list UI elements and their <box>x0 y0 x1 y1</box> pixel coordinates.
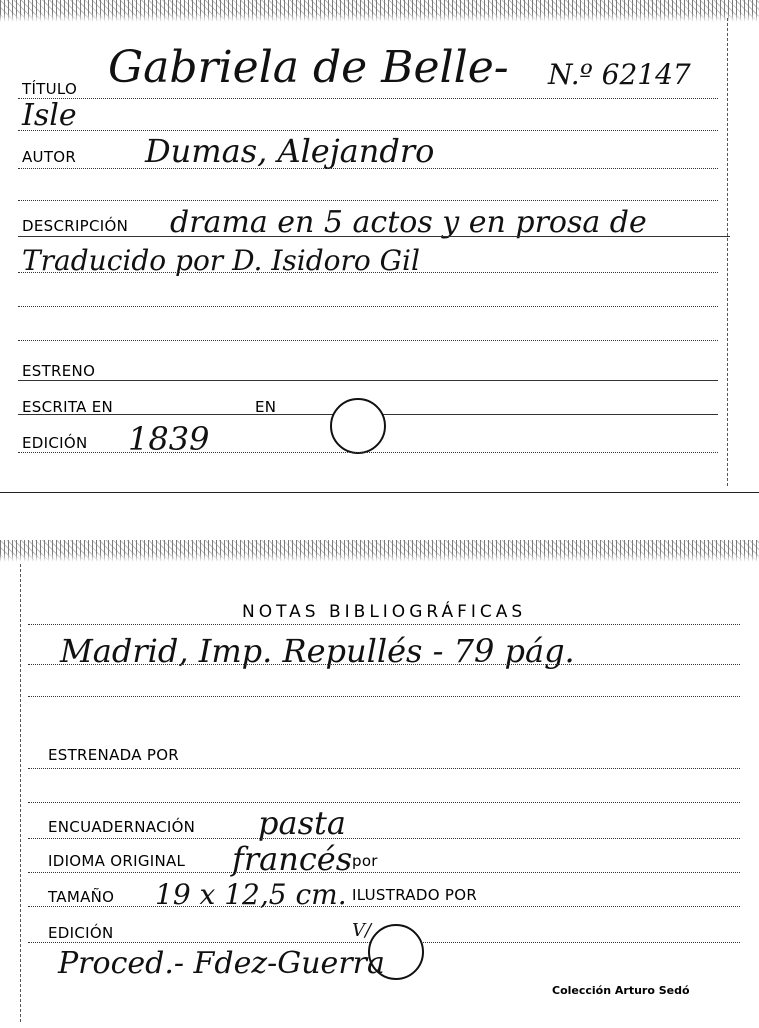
edicion-line <box>18 452 718 453</box>
notas-heading: NOTAS BIBLIOGRÁFICAS <box>242 602 527 622</box>
en-label: EN <box>255 398 277 416</box>
autor-line <box>18 168 718 169</box>
autor-label: AUTOR <box>22 148 77 166</box>
descripcion-line <box>18 236 730 237</box>
notas-line-1 <box>28 624 740 625</box>
notas-line-3 <box>28 696 740 697</box>
edicion-label: EDICIÓN <box>22 434 88 452</box>
autor-value: Dumas, Alejandro <box>145 132 435 170</box>
tamano-value: 19 x 12,5 cm. <box>155 878 347 911</box>
torn-top-edge <box>0 540 759 562</box>
por-label: por <box>352 852 378 870</box>
descripcion-line-2 <box>18 272 718 273</box>
ilustrado-label: ILUSTRADO POR <box>352 886 478 904</box>
descripcion-label: DESCRIPCIÓN <box>22 217 129 235</box>
encuadernacion-label: ENCUADERNACIÓN <box>48 818 196 836</box>
notas-line-2 <box>28 664 740 665</box>
left-margin-line <box>20 564 21 1022</box>
titulo-line <box>18 98 718 99</box>
titulo-label: TÍTULO <box>22 80 78 98</box>
estrenada-line <box>28 768 740 769</box>
edicion-label: EDICIÓN <box>48 924 114 942</box>
edicion-mark: V/ <box>352 920 372 941</box>
titulo-value: Gabriela de Belle- <box>108 42 509 93</box>
edicion-value: 1839 <box>128 420 210 458</box>
descripcion-value: drama en 5 actos y en prosa de <box>170 205 647 240</box>
right-margin-line <box>727 18 728 486</box>
estreno-label: ESTRENO <box>22 362 96 380</box>
encuadernacion-value: pasta <box>258 804 346 842</box>
titulo-continuation: Isle <box>22 98 77 133</box>
estrenada-label: ESTRENADA POR <box>48 746 180 764</box>
collection-credit: Colección Arturo Sedó <box>552 984 690 997</box>
escrita-label: ESCRITA EN <box>22 398 114 416</box>
procedencia-value: Proced.- Fdez-Guerra <box>58 946 385 981</box>
tamano-label: TAMAÑO <box>48 888 115 906</box>
blank-line <box>28 802 740 803</box>
encuadernacion-line <box>28 838 740 839</box>
card-number: N.º 62147 <box>548 58 691 91</box>
blank-line-3 <box>18 340 718 341</box>
catalog-card-back <box>0 540 759 1028</box>
blank-line-1 <box>18 200 718 201</box>
idioma-line <box>28 872 740 873</box>
punch-hole <box>330 398 386 454</box>
torn-top-edge <box>0 0 759 22</box>
idioma-label: IDIOMA ORIGINAL <box>48 852 186 870</box>
estreno-line <box>18 380 718 381</box>
notas-value: Madrid, Imp. Repullés - 79 pág. <box>60 632 575 670</box>
descripcion-continuation: Traducido por D. Isidoro Gil <box>22 244 420 277</box>
idioma-value: francés <box>232 840 353 878</box>
tamano-line <box>28 906 740 907</box>
catalog-card-front <box>0 0 759 493</box>
blank-line-2 <box>18 306 718 307</box>
titulo-line-2 <box>18 130 718 131</box>
